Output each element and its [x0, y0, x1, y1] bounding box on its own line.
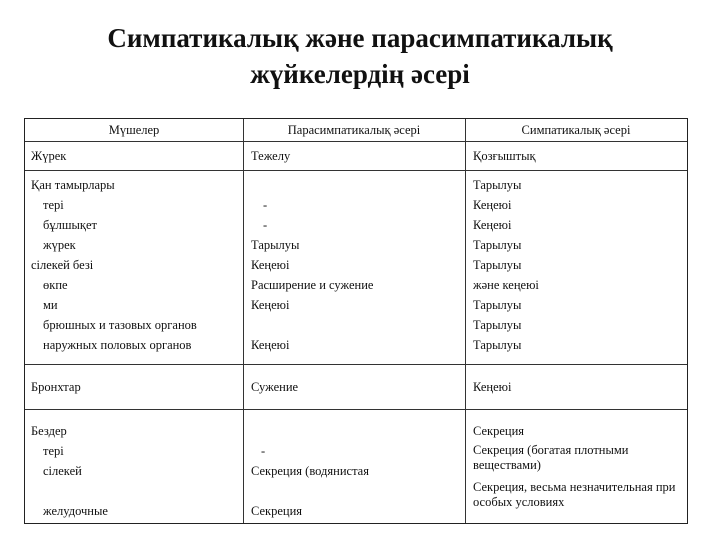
vessels-para-line: -	[263, 218, 268, 232]
vessels-para-line: Расширение и сужение	[251, 278, 374, 292]
glands-organ-line: тері	[43, 444, 64, 458]
vessels-organ-line: ми	[43, 298, 58, 312]
header-organs: Мүшелер	[108, 123, 160, 137]
glands-parasympathetic-cell	[251, 421, 369, 481]
glands-symp-line-3: Секреция, весьма незначительная при особых условиях	[473, 480, 676, 509]
vessels-para-line: Кеңеюі	[251, 298, 290, 312]
glands-symp-line-2: Секреция (богатая плотными веществами)	[473, 443, 629, 472]
vessels-organ-line: сілекей безі	[31, 258, 94, 272]
vessels-organ-line: брюшных и тазовых органов	[43, 318, 197, 332]
title-line-1: Симпатикалық және парасимпатикалық	[107, 23, 613, 53]
glands-organ-gastric: желудочные	[43, 504, 108, 518]
header-divider	[25, 141, 687, 142]
vessels-organ-line: Қан тамырлары	[31, 178, 115, 192]
header-sympathetic: Симпатикалық әсері	[521, 123, 631, 137]
glands-organ-line: сілекей	[43, 464, 82, 478]
row-divider-bronchi	[25, 409, 687, 410]
row-divider-heart	[25, 170, 687, 171]
vessels-symp-line: және кеңеюі	[473, 278, 539, 292]
vessels-para-line: Тарылуы	[251, 238, 300, 252]
vessels-organ-cell	[31, 175, 197, 355]
vessels-symp-line: Тарылуы	[473, 178, 522, 192]
vessels-symp-line: Кеңеюі	[473, 198, 512, 212]
vessels-organ-line: жүрек	[43, 238, 76, 252]
vessels-organ-line: өкпе	[43, 278, 68, 292]
vessels-para-line: -	[263, 198, 268, 212]
bronchi-parasympathetic: Сужение	[251, 380, 299, 394]
column-divider-2	[465, 119, 466, 523]
glands-organ-cell	[31, 421, 82, 481]
heart-parasympathetic: Тежелу	[251, 149, 291, 163]
vessels-symp-line: Тарылуы	[473, 318, 522, 332]
effects-table	[24, 118, 688, 524]
glands-para-line: -	[261, 444, 266, 458]
header-parasympathetic: Парасимпатикалық әсері	[287, 123, 421, 137]
vessels-parasympathetic-cell	[251, 175, 373, 355]
glands-para-gastric: Секреция	[251, 504, 303, 518]
heart-organ: Жүрек	[31, 149, 67, 163]
heart-sympathetic: Қозғыштық	[473, 149, 536, 163]
column-divider-1	[243, 119, 244, 523]
glands-organ-line: Бездер	[31, 424, 67, 438]
vessels-symp-line: Тарылуы	[473, 338, 522, 352]
vessels-symp-line: Кеңеюі	[473, 218, 512, 232]
page-title	[0, 20, 720, 92]
vessels-symp-line: Тарылуы	[473, 298, 522, 312]
row-divider-vessels	[25, 364, 687, 365]
title-line-2: жүйкелердің әсері	[250, 59, 470, 89]
vessels-organ-line: тері	[43, 198, 64, 212]
vessels-para-line: Кеңеюі	[251, 258, 290, 272]
bronchi-organ: Бронхтар	[31, 380, 81, 394]
vessels-para-line: Кеңеюі	[251, 338, 290, 352]
bronchi-sympathetic: Кеңеюі	[473, 380, 512, 394]
vessels-sympathetic-cell	[473, 175, 539, 355]
vessels-symp-line: Тарылуы	[473, 258, 522, 272]
vessels-organ-line: наружных половых органов	[43, 338, 192, 352]
vessels-organ-line: бұлшықет	[43, 218, 97, 232]
vessels-symp-line: Тарылуы	[473, 238, 522, 252]
glands-symp-line-1: Секреция	[473, 424, 525, 438]
glands-para-line: Секреция (водянистая	[251, 464, 369, 478]
